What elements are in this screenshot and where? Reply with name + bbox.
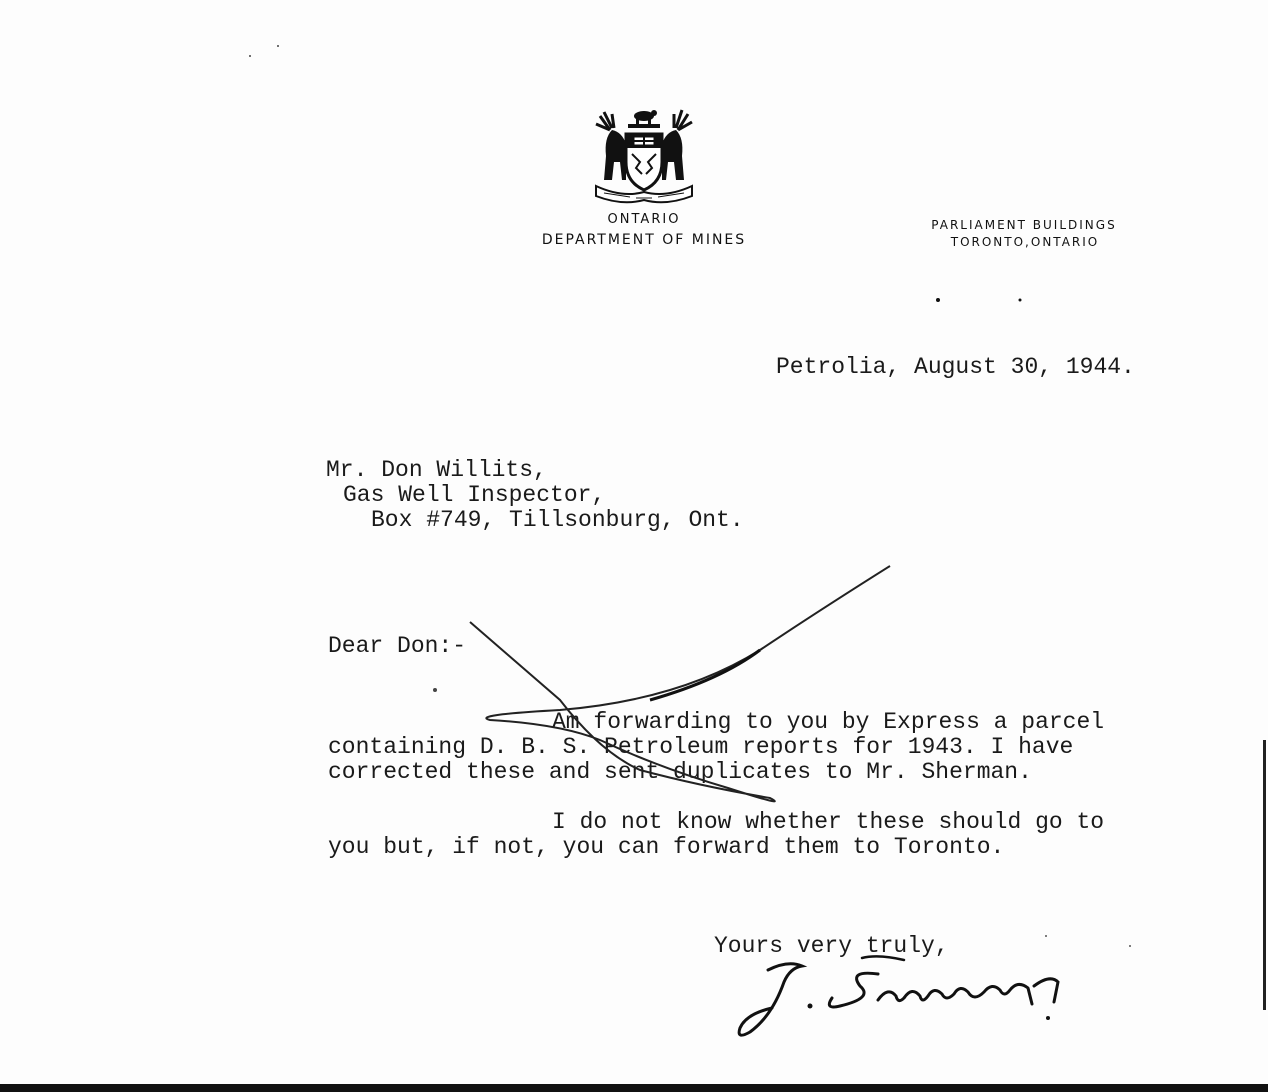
body-paragraph1-line3: corrected these and sent duplicates to Mr. Sherman. <box>328 759 1032 785</box>
signature-icon <box>728 952 1068 1044</box>
page-edge-shadow <box>1263 740 1266 1010</box>
coat-of-arms-icon <box>582 104 706 206</box>
closing: Yours very truly, <box>714 933 949 959</box>
body-paragraph2-line1: I do not know whether these should go to <box>552 809 1105 835</box>
body-paragraph2-line2: you but, if not, you can forward them to Toronto. <box>328 834 1005 860</box>
body-paragraph1-line1: Am forwarding to you by Express a parcel <box>552 709 1105 735</box>
letterhead-address-line2: TORONTO,ONTARIO <box>950 235 1100 249</box>
dateline: Petrolia, August 30, 1944. <box>776 354 1135 380</box>
letterhead-address-line1: PARLIAMENT BUILDINGS <box>931 218 1117 232</box>
recipient-name: Mr. Don Willits, <box>326 457 547 483</box>
department-name-line2: DEPARTMENT OF MINES <box>541 232 747 248</box>
department-name-line1: ONTARIO <box>607 212 681 227</box>
recipient-title: Gas Well Inspector, <box>343 482 606 508</box>
body-paragraph1-line2: containing D. B. S. Petroleum reports for 1943. I have <box>328 734 1074 760</box>
page-bottom-edge <box>0 1084 1268 1092</box>
salutation: Dear Don:- <box>328 633 467 659</box>
recipient-address: Box #749, Tillsonburg, Ont. <box>371 507 744 533</box>
